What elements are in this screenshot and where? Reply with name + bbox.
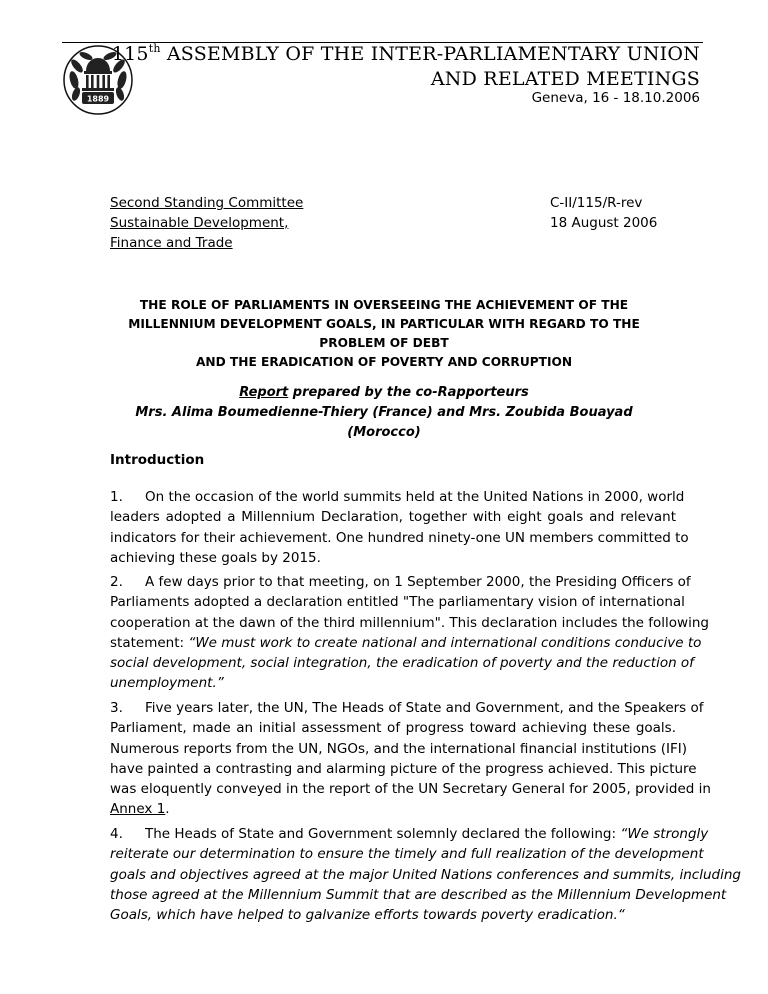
paragraph-1: 1. On the occasion of the world summits held at the United Nations in 2000, world leaders adopted a Millennium Declaration, together with eight goals and relevant indicators for their achievement. One hundred ninety-one UN members committed to achieving these goals by 2015.: [110, 489, 689, 566]
assembly-title-line2: AND RELATED MEETINGS: [430, 68, 700, 90]
committee-block: [110, 193, 303, 253]
paragraph-4: 4. The Heads of State and Government solemnly declared the following: “We strongly reiterate our determination to ensure the timely and full realization of the development goals and objectives agreed at the major United Nations conferences and summits, including those agreed at the Millennium Summit that are described as the Millennium Development Goals, which have helped to galvanize efforts towards poverty eradication.“: [110, 826, 741, 924]
logo-year: 1889: [86, 94, 110, 104]
document-reference: [550, 193, 657, 233]
section-heading-introduction: Introduction: [110, 452, 205, 468]
document-title: THE ROLE OF PARLIAMENTS IN OVERSEEING THE ACHIEVEMENT OF THE MILLENNIUM DEVELOPMENT GOALS, IN PARTICULAR WITH REGARD TO THE PROBLEM OF DEBT AND THE ERADICATION OF POVERTY AND CORRUPTION: [128, 298, 640, 369]
paragraph-3: 3. Five years later, the UN, The Heads of State and Government, and the Speakers of Parliament, made an initial assessment of progress toward achieving these goals. Numerous reports from the UN, NGOs, and the international financial institutions (IFI) have painted a contrasting and alarming picture of the progress achieved. This picture was eloquently conveyed in the report of the UN Secretary General for 2005, provided in Annex 1.: [110, 700, 711, 818]
ordinal-suffix: th: [148, 42, 161, 55]
assembly-title: [112, 42, 700, 92]
committee-subject-1: Sustainable Development,: [110, 215, 289, 231]
annex-reference: Annex 1: [110, 801, 166, 818]
place-date: Geneva, 16 - 18.10.2006: [531, 90, 700, 106]
report-byline: Report prepared by the co-Rapporteurs Mrs. Alima Boumedienne-Thiery (France) and Mrs. Zoubida Bouayad (Morocco): [110, 383, 658, 443]
report-authors: Mrs. Alima Boumedienne-Thiery (France) and Mrs. Zoubida Bouayad (Morocco): [135, 405, 633, 440]
document-code: C-II/115/R-rev: [550, 195, 643, 211]
assembly-title-line1: 115th ASSEMBLY OF THE INTER-PARLIAMENTARY UNION: [111, 42, 700, 65]
report-word: Report: [239, 385, 289, 400]
document-date: 18 August 2006: [550, 215, 658, 231]
committee-name: Second Standing Committee: [110, 195, 304, 211]
paragraph-2: 2. A few days prior to that meeting, on 1 September 2000, the Presiding Officers of Parliaments adopted a declaration entitled "The parliamentary vision of international cooperation at the dawn of the third millennium". This declaration includes the following statement: “We must work to create national and international conditions conducive to social development, social integration, the eradication of poverty and the reduction of unemployment.”: [110, 574, 709, 692]
committee-subject-2: Finance and Trade: [110, 235, 233, 251]
